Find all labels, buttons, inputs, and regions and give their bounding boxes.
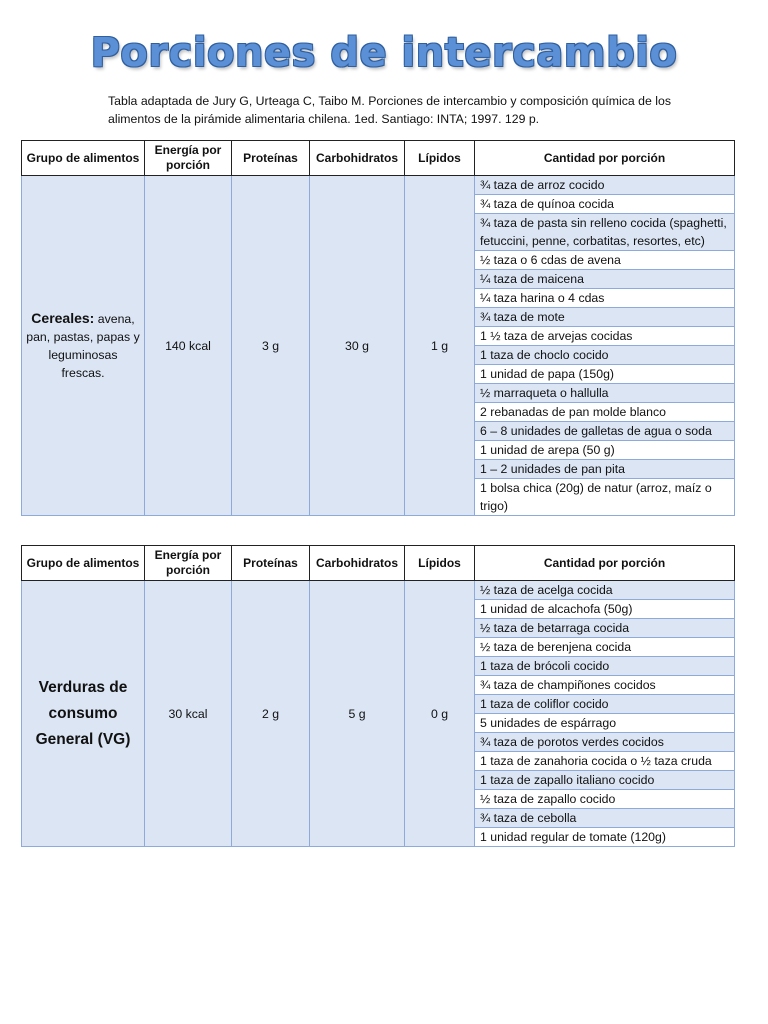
energy-cell: 30 kcal — [145, 581, 232, 847]
verduras-table — [21, 545, 735, 847]
table-header-row — [22, 141, 735, 176]
page-title: Porciones de intercambio — [90, 30, 678, 76]
carbs-cell: 5 g — [310, 581, 405, 847]
portion-item: 5 unidades de espárrago — [475, 714, 735, 733]
portion-item: ¾ taza de cebolla — [475, 809, 735, 828]
carbs-cell: 30 g — [310, 176, 405, 516]
header-portion: Cantidad por porción — [475, 141, 735, 176]
portion-item: 1 taza de choclo cocido — [475, 346, 735, 365]
portion-item: 1 unidad de alcachofa (50g) — [475, 600, 735, 619]
header-fat: Lípidos — [405, 141, 475, 176]
portion-item: 6 – 8 unidades de galletas de agua o soda — [475, 422, 735, 441]
group-description: avena, pan, pastas, papas y leguminosas frescas. — [26, 312, 140, 380]
portion-item: ½ taza de berenjena cocida — [475, 638, 735, 657]
portion-item: ¾ taza de mote — [475, 308, 735, 327]
header-protein: Proteínas — [232, 141, 310, 176]
fat-cell: 1 g — [405, 176, 475, 516]
group-name: Cereales: — [31, 310, 95, 326]
portion-item: 1 unidad de papa (150g) — [475, 365, 735, 384]
portion-item: ¾ taza de pasta sin relleno cocida (spaghetti, fetuccini, penne, corbatitas, resortes, etc) — [475, 214, 735, 251]
header-group: Grupo de alimentos — [22, 141, 145, 176]
energy-cell: 140 kcal — [145, 176, 232, 516]
group-cell — [22, 581, 145, 847]
portion-item: ¾ taza de quínoa cocida — [475, 195, 735, 214]
header-energy: Energía por porción — [145, 546, 232, 581]
table-header-row — [22, 546, 735, 581]
source-caption: Tabla adaptada de Jury G, Urteaga C, Taibo M. Porciones de intercambio y composición química de los alimentos de la pirámide alimentaria chilena. 1ed. Santiago: INTA; 1997. 129 p. — [108, 94, 671, 126]
protein-cell: 2 g — [232, 581, 310, 847]
portion-item: ½ taza o 6 cdas de avena — [475, 251, 735, 270]
group-cell — [22, 176, 145, 516]
portion-item: ¾ taza de porotos verdes cocidos — [475, 733, 735, 752]
portion-item: ¾ taza de champiñones cocidos — [475, 676, 735, 695]
header-carbs: Carbohidratos — [310, 546, 405, 581]
portion-item: 1 – 2 unidades de pan pita — [475, 460, 735, 479]
fat-cell: 0 g — [405, 581, 475, 847]
protein-cell: 3 g — [232, 176, 310, 516]
portion-item: 1 taza de zapallo italiano cocido — [475, 771, 735, 790]
group-name: Verduras de consumo General (VG) — [35, 678, 131, 748]
portion-item: ½ taza de zapallo cocido — [475, 790, 735, 809]
portion-item: ¼ taza harina o 4 cdas — [475, 289, 735, 308]
cereales-table — [21, 140, 735, 516]
portion-item: ½ taza de acelga cocida — [475, 581, 735, 600]
header-portion: Cantidad por porción — [475, 546, 735, 581]
portion-item: 1 unidad regular de tomate (120g) — [475, 828, 735, 847]
portion-item: 1 taza de coliflor cocido — [475, 695, 735, 714]
portion-item: 1 taza de brócoli cocido — [475, 657, 735, 676]
portion-item: 2 rebanadas de pan molde blanco — [475, 403, 735, 422]
header-energy: Energía por porción — [145, 141, 232, 176]
header-carbs: Carbohidratos — [310, 141, 405, 176]
portion-item: 1 unidad de arepa (50 g) — [475, 441, 735, 460]
portion-item: ¼ taza de maicena — [475, 270, 735, 289]
portion-item: ½ marraqueta o hallulla — [475, 384, 735, 403]
portion-item: 1 bolsa chica (20g) de natur (arroz, maíz o trigo) — [475, 479, 735, 516]
portion-item: ½ taza de betarraga cocida — [475, 619, 735, 638]
table-row — [22, 176, 735, 195]
header-group: Grupo de alimentos — [22, 546, 145, 581]
header-protein: Proteínas — [232, 546, 310, 581]
header-fat: Lípidos — [405, 546, 475, 581]
portion-item: 1 taza de zanahoria cocida o ½ taza cruda — [475, 752, 735, 771]
portion-item: 1 ½ taza de arvejas cocidas — [475, 327, 735, 346]
portion-item: ¾ taza de arroz cocido — [475, 176, 735, 195]
table-row — [22, 581, 735, 600]
